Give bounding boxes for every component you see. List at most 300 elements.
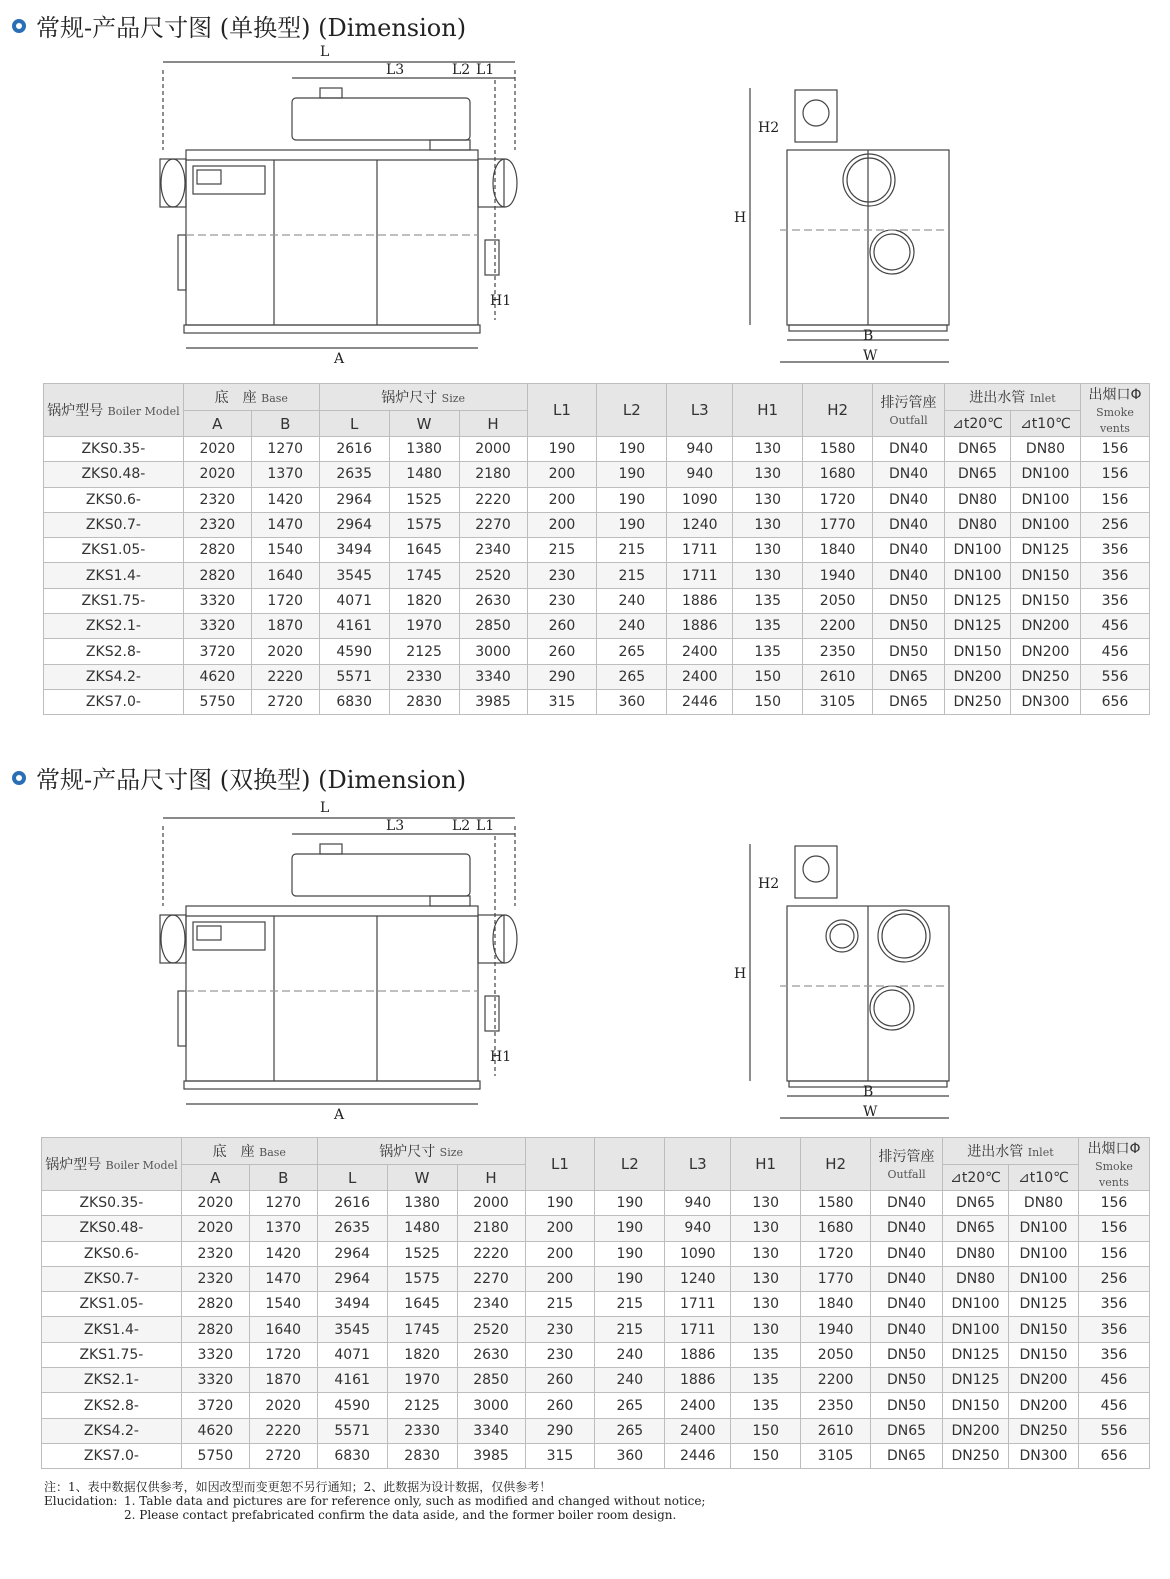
value-cell: 456 <box>1078 1368 1149 1393</box>
value-cell: 200 <box>527 512 597 537</box>
value-cell: DN150 <box>943 1393 1009 1418</box>
header-t20: ⊿t20℃ <box>943 1165 1009 1191</box>
bullet-icon <box>12 771 26 785</box>
value-cell: 1720 <box>803 487 873 512</box>
table-row <box>42 1317 1150 1342</box>
model-cell: ZKS1.75- <box>44 588 184 613</box>
value-cell: 1420 <box>249 1241 317 1266</box>
value-cell: 1580 <box>803 437 873 462</box>
value-cell: 2020 <box>251 639 319 664</box>
table-body <box>44 437 1150 715</box>
value-cell: 1645 <box>387 1292 457 1317</box>
value-cell: 190 <box>597 487 667 512</box>
dim-H2: H2 <box>758 120 780 136</box>
value-cell: DN65 <box>943 1216 1009 1241</box>
value-cell: 1711 <box>665 1317 731 1342</box>
value-cell: 130 <box>733 462 803 487</box>
value-cell: DN40 <box>871 1216 943 1241</box>
value-cell: 3494 <box>319 538 389 563</box>
model-cell: ZKS0.6- <box>42 1241 182 1266</box>
value-cell: DN150 <box>945 639 1011 664</box>
value-cell: 190 <box>597 437 667 462</box>
value-cell: DN200 <box>945 664 1011 689</box>
value-cell: 3320 <box>183 588 251 613</box>
value-cell: DN65 <box>871 1418 943 1443</box>
table-row <box>42 1342 1150 1367</box>
value-cell: DN100 <box>1010 487 1080 512</box>
value-cell: DN250 <box>943 1443 1009 1468</box>
value-cell: 200 <box>525 1266 595 1291</box>
value-cell: 2830 <box>389 689 459 714</box>
value-cell: 1886 <box>667 614 733 639</box>
value-cell: 1640 <box>249 1317 317 1342</box>
note-en-1: Elucidation: 1. Table data and pictures are for reference only, such as modified and changed without notice; <box>44 1494 706 1508</box>
value-cell: 2400 <box>667 664 733 689</box>
value-cell: 2050 <box>803 588 873 613</box>
value-cell: 2320 <box>183 487 251 512</box>
value-cell: 2020 <box>249 1393 317 1418</box>
value-cell: 2964 <box>317 1266 387 1291</box>
header-t10: ⊿t10℃ <box>1010 411 1080 437</box>
value-cell: 1680 <box>803 462 873 487</box>
value-cell: DN125 <box>945 614 1011 639</box>
value-cell: 1645 <box>389 538 459 563</box>
value-cell: 3320 <box>181 1342 249 1367</box>
value-cell: DN300 <box>1010 689 1080 714</box>
value-cell: 1090 <box>665 1241 731 1266</box>
value-cell: 456 <box>1078 1393 1149 1418</box>
value-cell: 260 <box>527 639 597 664</box>
value-cell: DN200 <box>943 1418 1009 1443</box>
value-cell: 1270 <box>251 437 319 462</box>
value-cell: 2330 <box>387 1418 457 1443</box>
value-cell: DN200 <box>1008 1368 1078 1393</box>
model-cell: ZKS7.0- <box>42 1443 182 1468</box>
value-cell: 2020 <box>183 437 251 462</box>
value-cell: 215 <box>595 1292 665 1317</box>
value-cell: DN80 <box>1010 437 1080 462</box>
value-cell: 3985 <box>457 1443 525 1468</box>
value-cell: 265 <box>595 1393 665 1418</box>
value-cell: 360 <box>595 1443 665 1468</box>
value-cell: 3000 <box>459 639 527 664</box>
value-cell: DN40 <box>873 462 945 487</box>
table-row <box>42 1266 1150 1291</box>
note-en-label: Elucidation: <box>44 1494 118 1508</box>
dim-L2: L2 <box>452 62 471 78</box>
value-cell: 2630 <box>457 1342 525 1367</box>
value-cell: 4590 <box>317 1393 387 1418</box>
value-cell: DN65 <box>871 1443 943 1468</box>
model-cell: ZKS0.35- <box>42 1191 182 1216</box>
value-cell: 190 <box>527 437 597 462</box>
value-cell: 290 <box>527 664 597 689</box>
value-cell: 2125 <box>389 639 459 664</box>
value-cell: 1970 <box>387 1368 457 1393</box>
value-cell: DN80 <box>1008 1191 1078 1216</box>
value-cell: DN200 <box>1010 614 1080 639</box>
value-cell: 1540 <box>249 1292 317 1317</box>
value-cell: DN65 <box>873 664 945 689</box>
value-cell: DN40 <box>873 538 945 563</box>
value-cell: 230 <box>525 1342 595 1367</box>
value-cell: 2820 <box>183 538 251 563</box>
value-cell: 156 <box>1078 1241 1149 1266</box>
value-cell: 4620 <box>181 1418 249 1443</box>
value-cell: 3545 <box>319 563 389 588</box>
dim-A: A <box>334 351 345 367</box>
value-cell: 135 <box>733 639 803 664</box>
header-L: L <box>319 411 389 437</box>
table-row <box>42 1443 1150 1468</box>
value-cell: 190 <box>595 1191 665 1216</box>
value-cell: 6830 <box>319 689 389 714</box>
header-outfall: 排污管座 Outfall <box>871 1138 943 1191</box>
value-cell: 2180 <box>459 462 527 487</box>
value-cell: 230 <box>527 563 597 588</box>
value-cell: 2400 <box>665 1418 731 1443</box>
value-cell: 1886 <box>665 1342 731 1367</box>
value-cell: 3340 <box>457 1418 525 1443</box>
value-cell: DN200 <box>1008 1393 1078 1418</box>
value-cell: 2340 <box>459 538 527 563</box>
value-cell: 6830 <box>317 1443 387 1468</box>
value-cell: 4590 <box>319 639 389 664</box>
value-cell: 2830 <box>387 1443 457 1468</box>
value-cell: 2000 <box>457 1191 525 1216</box>
dim-H2: H2 <box>758 876 780 892</box>
value-cell: DN125 <box>945 588 1011 613</box>
value-cell: 150 <box>733 664 803 689</box>
value-cell: 230 <box>525 1317 595 1342</box>
header-B: B <box>249 1165 317 1191</box>
model-cell: ZKS0.6- <box>44 487 184 512</box>
dim-B: B <box>863 328 874 344</box>
value-cell: 260 <box>525 1393 595 1418</box>
value-cell: DN40 <box>873 512 945 537</box>
value-cell: 1090 <box>667 487 733 512</box>
header-L3: L3 <box>665 1138 731 1191</box>
table-row <box>44 462 1150 487</box>
value-cell: 656 <box>1078 1443 1149 1468</box>
value-cell: 130 <box>733 487 803 512</box>
header-H: H <box>457 1165 525 1191</box>
section-title-text: 常规-产品尺寸图 (双换型) (Dimension) <box>36 766 467 794</box>
dimension-drawing-double <box>0 796 1170 1126</box>
value-cell: 1270 <box>249 1191 317 1216</box>
table-row <box>44 588 1150 613</box>
value-cell: 1770 <box>801 1266 871 1291</box>
spec-table-double <box>41 1137 1150 1469</box>
header-smoke: 出烟口Φ Smoke vents <box>1078 1138 1149 1191</box>
dim-L1: L1 <box>476 62 495 78</box>
value-cell: DN100 <box>1008 1216 1078 1241</box>
value-cell: DN50 <box>871 1342 943 1367</box>
header-t10: ⊿t10℃ <box>1008 1165 1078 1191</box>
dim-L3: L3 <box>386 62 405 78</box>
header-H2: H2 <box>801 1138 871 1191</box>
value-cell: 215 <box>527 538 597 563</box>
value-cell: 2446 <box>665 1443 731 1468</box>
value-cell: 2220 <box>249 1418 317 1443</box>
value-cell: 940 <box>665 1191 731 1216</box>
value-cell: DN50 <box>873 614 945 639</box>
header-base: 底 座 Base <box>183 384 319 411</box>
model-cell: ZKS4.2- <box>42 1418 182 1443</box>
value-cell: 4161 <box>317 1368 387 1393</box>
section-title-single <box>12 8 466 43</box>
value-cell: 3320 <box>181 1368 249 1393</box>
header-base: 底 座 Base <box>181 1138 317 1165</box>
value-cell: DN50 <box>873 588 945 613</box>
value-cell: DN150 <box>1008 1317 1078 1342</box>
dim-L: L <box>320 44 330 60</box>
value-cell: 190 <box>595 1266 665 1291</box>
value-cell: 1770 <box>803 512 873 537</box>
value-cell: 2125 <box>387 1393 457 1418</box>
header-H: H <box>459 411 527 437</box>
spec-table-single <box>43 383 1150 715</box>
value-cell: DN150 <box>1010 563 1080 588</box>
header-W: W <box>389 411 459 437</box>
value-cell: 290 <box>525 1418 595 1443</box>
value-cell: 315 <box>525 1443 595 1468</box>
value-cell: 2400 <box>667 639 733 664</box>
value-cell: 2720 <box>251 689 319 714</box>
table-row <box>44 512 1150 537</box>
value-cell: 215 <box>525 1292 595 1317</box>
value-cell: 2020 <box>181 1191 249 1216</box>
dim-H: H <box>734 210 747 226</box>
value-cell: 356 <box>1080 563 1149 588</box>
value-cell: 2850 <box>457 1368 525 1393</box>
value-cell: DN125 <box>943 1342 1009 1367</box>
value-cell: 2320 <box>181 1241 249 1266</box>
value-cell: 940 <box>665 1216 731 1241</box>
value-cell: 215 <box>597 563 667 588</box>
value-cell: DN40 <box>871 1191 943 1216</box>
value-cell: 2320 <box>183 512 251 537</box>
header-smoke: 出烟口Φ Smoke vents <box>1080 384 1149 437</box>
value-cell: 1240 <box>667 512 733 537</box>
value-cell: 2720 <box>249 1443 317 1468</box>
value-cell: DN100 <box>1008 1241 1078 1266</box>
value-cell: 3720 <box>181 1393 249 1418</box>
model-cell: ZKS2.1- <box>44 614 184 639</box>
value-cell: 2964 <box>319 487 389 512</box>
value-cell: 2220 <box>251 664 319 689</box>
value-cell: 2400 <box>665 1393 731 1418</box>
model-cell: ZKS2.1- <box>42 1368 182 1393</box>
table-row <box>44 538 1150 563</box>
value-cell: 3340 <box>459 664 527 689</box>
value-cell: 2964 <box>319 512 389 537</box>
value-cell: 1820 <box>387 1342 457 1367</box>
value-cell: DN40 <box>873 563 945 588</box>
value-cell: 2020 <box>181 1216 249 1241</box>
value-cell: 3105 <box>803 689 873 714</box>
value-cell: 2610 <box>803 664 873 689</box>
value-cell: 256 <box>1080 512 1149 537</box>
value-cell: 1575 <box>387 1266 457 1291</box>
section-title-double <box>12 760 466 795</box>
header-L1: L1 <box>525 1138 595 1191</box>
value-cell: 130 <box>731 1191 801 1216</box>
value-cell: 3320 <box>183 614 251 639</box>
dim-W: W <box>863 1104 878 1120</box>
dim-L2: L2 <box>452 818 471 834</box>
value-cell: 2610 <box>801 1418 871 1443</box>
value-cell: DN80 <box>945 512 1011 537</box>
header-W: W <box>387 1165 457 1191</box>
note-cn: 注：1、表中数据仅供参考，如因改型而变更恕不另行通知；2、此数据为设计数据，仅供参考！ <box>44 1480 552 1494</box>
value-cell: DN125 <box>1010 538 1080 563</box>
value-cell: 1525 <box>387 1241 457 1266</box>
header-inlet: 进出水管 Inlet <box>945 384 1081 411</box>
value-cell: 1720 <box>251 588 319 613</box>
value-cell: 190 <box>525 1191 595 1216</box>
value-cell: 1840 <box>803 538 873 563</box>
value-cell: 1886 <box>665 1368 731 1393</box>
value-cell: 2200 <box>801 1368 871 1393</box>
value-cell: 1720 <box>801 1241 871 1266</box>
value-cell: 1370 <box>251 462 319 487</box>
value-cell: 240 <box>595 1368 665 1393</box>
value-cell: 2180 <box>457 1216 525 1241</box>
value-cell: DN100 <box>943 1292 1009 1317</box>
value-cell: 2340 <box>457 1292 525 1317</box>
model-cell: ZKS0.7- <box>44 512 184 537</box>
bullet-icon <box>12 19 26 33</box>
model-cell: ZKS0.7- <box>42 1266 182 1291</box>
value-cell: 265 <box>597 664 667 689</box>
value-cell: 1940 <box>803 563 873 588</box>
header-B: B <box>251 411 319 437</box>
value-cell: 1870 <box>249 1368 317 1393</box>
value-cell: DN100 <box>945 563 1011 588</box>
value-cell: 2000 <box>459 437 527 462</box>
header-t20: ⊿t20℃ <box>945 411 1011 437</box>
value-cell: 5571 <box>319 664 389 689</box>
table-row <box>44 639 1150 664</box>
value-cell: 240 <box>597 588 667 613</box>
value-cell: 4071 <box>319 588 389 613</box>
value-cell: 1711 <box>667 563 733 588</box>
value-cell: DN40 <box>871 1241 943 1266</box>
value-cell: 5571 <box>317 1418 387 1443</box>
value-cell: DN125 <box>943 1368 1009 1393</box>
value-cell: 5750 <box>183 689 251 714</box>
value-cell: 2635 <box>317 1216 387 1241</box>
model-cell: ZKS1.4- <box>42 1317 182 1342</box>
value-cell: 230 <box>527 588 597 613</box>
value-cell: 5750 <box>181 1443 249 1468</box>
value-cell: 356 <box>1078 1342 1149 1367</box>
value-cell: 200 <box>527 462 597 487</box>
value-cell: 240 <box>597 614 667 639</box>
table-row <box>44 614 1150 639</box>
model-cell: ZKS1.05- <box>44 538 184 563</box>
table-row <box>44 437 1150 462</box>
value-cell: 1380 <box>387 1191 457 1216</box>
model-cell: ZKS0.48- <box>44 462 184 487</box>
value-cell: 135 <box>731 1393 801 1418</box>
dim-H: H <box>734 966 747 982</box>
table-row <box>42 1418 1150 1443</box>
section-title-text: 常规-产品尺寸图 (单换型) (Dimension) <box>36 14 467 42</box>
value-cell: 135 <box>731 1342 801 1367</box>
note-en-2: 2. Please contact prefabricated confirm the data aside, and the former boiler room design. <box>124 1508 677 1522</box>
value-cell: DN300 <box>1008 1443 1078 1468</box>
value-cell: 2350 <box>803 639 873 664</box>
value-cell: 2050 <box>801 1342 871 1367</box>
value-cell: 156 <box>1080 437 1149 462</box>
value-cell: 260 <box>525 1368 595 1393</box>
value-cell: 456 <box>1080 614 1149 639</box>
dim-H1: H1 <box>490 293 512 309</box>
value-cell: 1970 <box>389 614 459 639</box>
value-cell: DN80 <box>943 1241 1009 1266</box>
value-cell: 1470 <box>249 1266 317 1291</box>
value-cell: 2200 <box>803 614 873 639</box>
value-cell: 200 <box>527 487 597 512</box>
value-cell: 1525 <box>389 487 459 512</box>
header-model: 锅炉型号 Boiler Model <box>42 1138 182 1191</box>
value-cell: 2616 <box>319 437 389 462</box>
value-cell: 1711 <box>667 538 733 563</box>
header-L1: L1 <box>527 384 597 437</box>
value-cell: 1886 <box>667 588 733 613</box>
dim-H1: H1 <box>490 1049 512 1065</box>
value-cell: 1711 <box>665 1292 731 1317</box>
value-cell: 200 <box>525 1241 595 1266</box>
value-cell: 2220 <box>457 1241 525 1266</box>
table-row <box>42 1241 1150 1266</box>
value-cell: 1745 <box>387 1317 457 1342</box>
value-cell: 1870 <box>251 614 319 639</box>
value-cell: 265 <box>597 639 667 664</box>
notes <box>44 1480 705 1522</box>
value-cell: 2616 <box>317 1191 387 1216</box>
value-cell: 1580 <box>801 1191 871 1216</box>
value-cell: 1745 <box>389 563 459 588</box>
value-cell: 1380 <box>389 437 459 462</box>
value-cell: 2330 <box>389 664 459 689</box>
value-cell: 1575 <box>389 512 459 537</box>
value-cell: DN100 <box>1008 1266 1078 1291</box>
value-cell: 240 <box>595 1342 665 1367</box>
table-row <box>42 1216 1150 1241</box>
value-cell: 3494 <box>317 1292 387 1317</box>
value-cell: 1640 <box>251 563 319 588</box>
value-cell: 940 <box>667 437 733 462</box>
value-cell: 356 <box>1078 1292 1149 1317</box>
value-cell: DN80 <box>945 487 1011 512</box>
value-cell: DN65 <box>943 1191 1009 1216</box>
value-cell: DN65 <box>873 689 945 714</box>
value-cell: 1820 <box>389 588 459 613</box>
dim-W: W <box>863 348 878 364</box>
value-cell: 1480 <box>389 462 459 487</box>
header-H1: H1 <box>731 1138 801 1191</box>
value-cell: 2630 <box>459 588 527 613</box>
value-cell: DN125 <box>1008 1292 1078 1317</box>
header-size: 锅炉尺寸 Size <box>317 1138 525 1165</box>
value-cell: 130 <box>731 1241 801 1266</box>
value-cell: 556 <box>1080 664 1149 689</box>
value-cell: DN100 <box>1010 512 1080 537</box>
value-cell: 2964 <box>317 1241 387 1266</box>
